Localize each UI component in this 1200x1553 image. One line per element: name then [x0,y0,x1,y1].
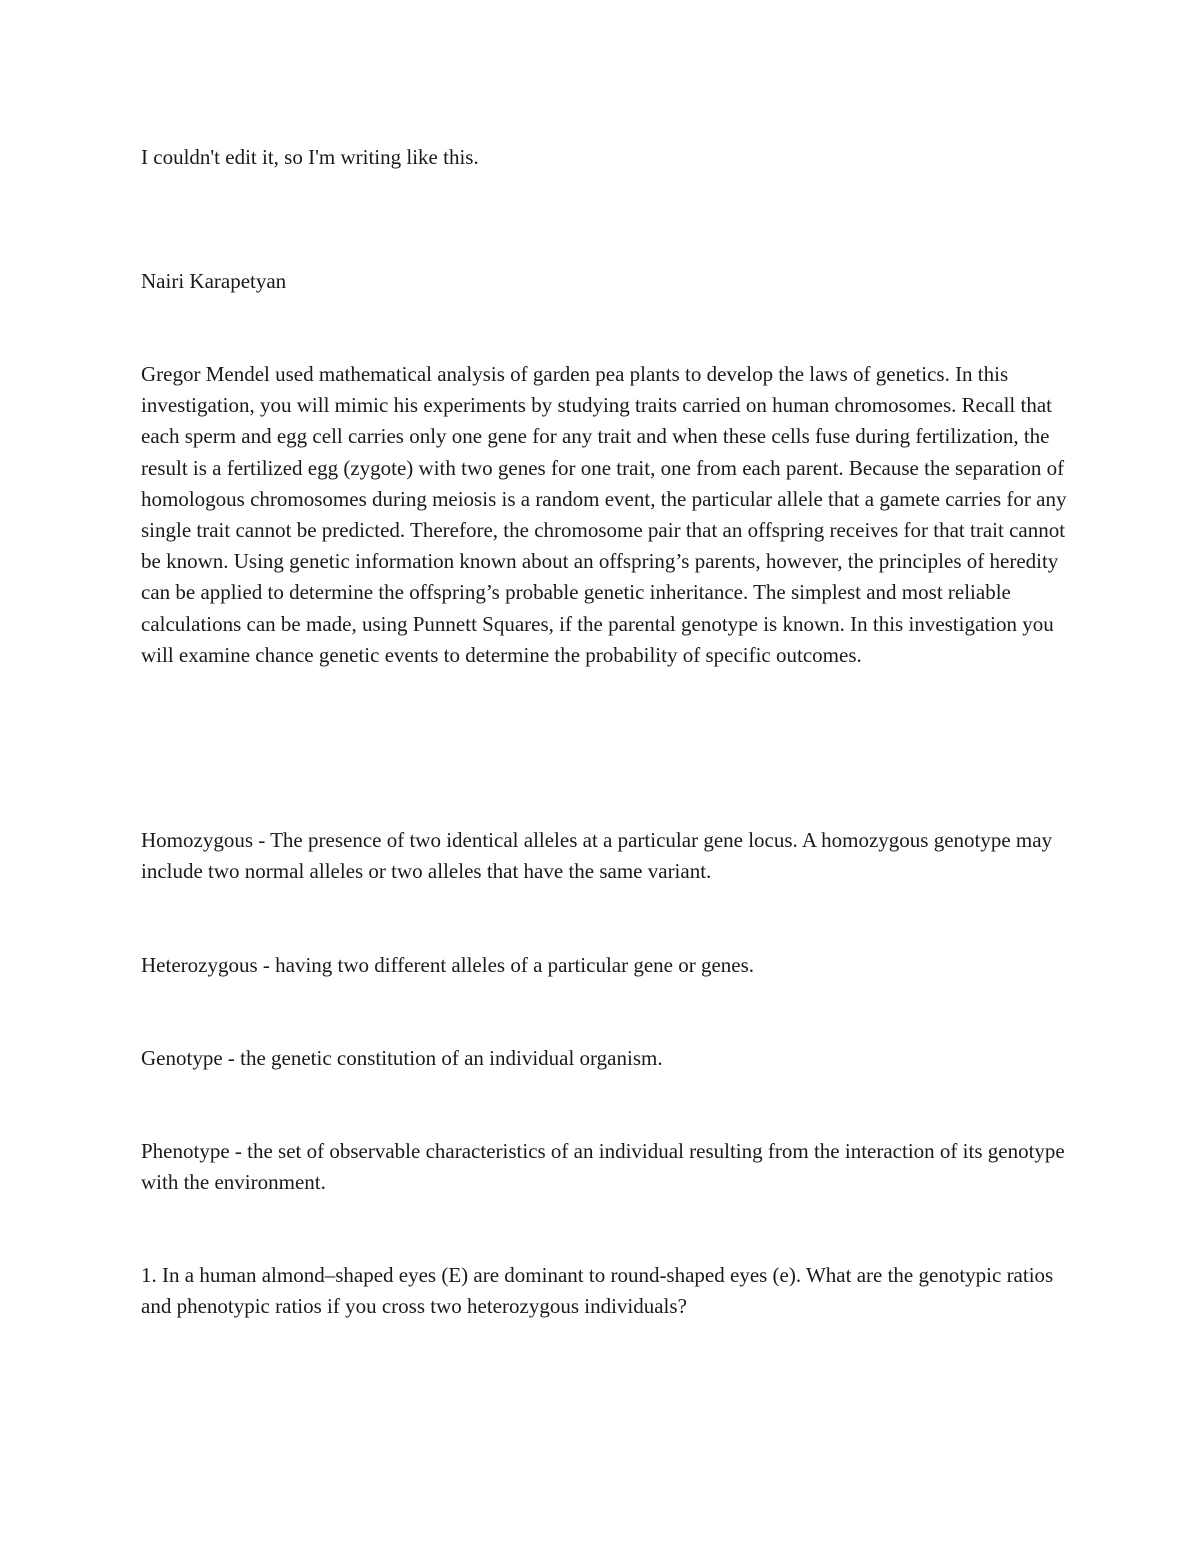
author-name: Nairi Karapetyan [141,269,287,293]
definition-phenotype: Phenotype - the set of observable characteristics of an individual resulting from the interaction of its genotype with the environment. [141,1139,1065,1195]
question-1: 1. In a human almond–shaped eyes (E) are dominant to round-shaped eyes (e). What are the genotypic ratios and phenotypic ratios if you cross two heterozygous individuals? [141,1263,1054,1319]
definition-genotype: Genotype - the genetic constitution of an individual organism. [141,1046,663,1070]
intro-paragraph: Gregor Mendel used mathematical analysis of garden pea plants to develop the laws of genetics. In this investigation, you will mimic his experiments by studying traits carried on human chromosomes. Recall that each sperm and egg cell carries only one gene for any trait and when these cells fuse during fertilization, the result is a fertilized egg (zygote) with two genes for one trait, one from each parent. Because the separation of homologous chromosomes during meiosis is a random event, the particular allele that a gamete carries for any single trait cannot be predicted. Therefore, the chromosome pair that an offspring receives for that trait cannot be known. Using genetic information known about an offspring’s parents, however, the principles of heredity can be applied to determine the offspring’s probable genetic inheritance. The simplest and most reliable calculations can be made, using Punnett Squares, if the parental genotype is known. In this investigation you will examine chance genetic events to determine the probability of specific outcomes. [141,362,1067,667]
definition-homozygous: Homozygous - The presence of two identical alleles at a particular gene locus. A homozygous genotype may include two normal alleles or two alleles that have the same variant. [141,828,1053,884]
note-text: I couldn't edit it, so I'm writing like this. [141,145,479,169]
definition-heterozygous: Heterozygous - having two different alleles of a particular gene or genes. [141,953,755,977]
